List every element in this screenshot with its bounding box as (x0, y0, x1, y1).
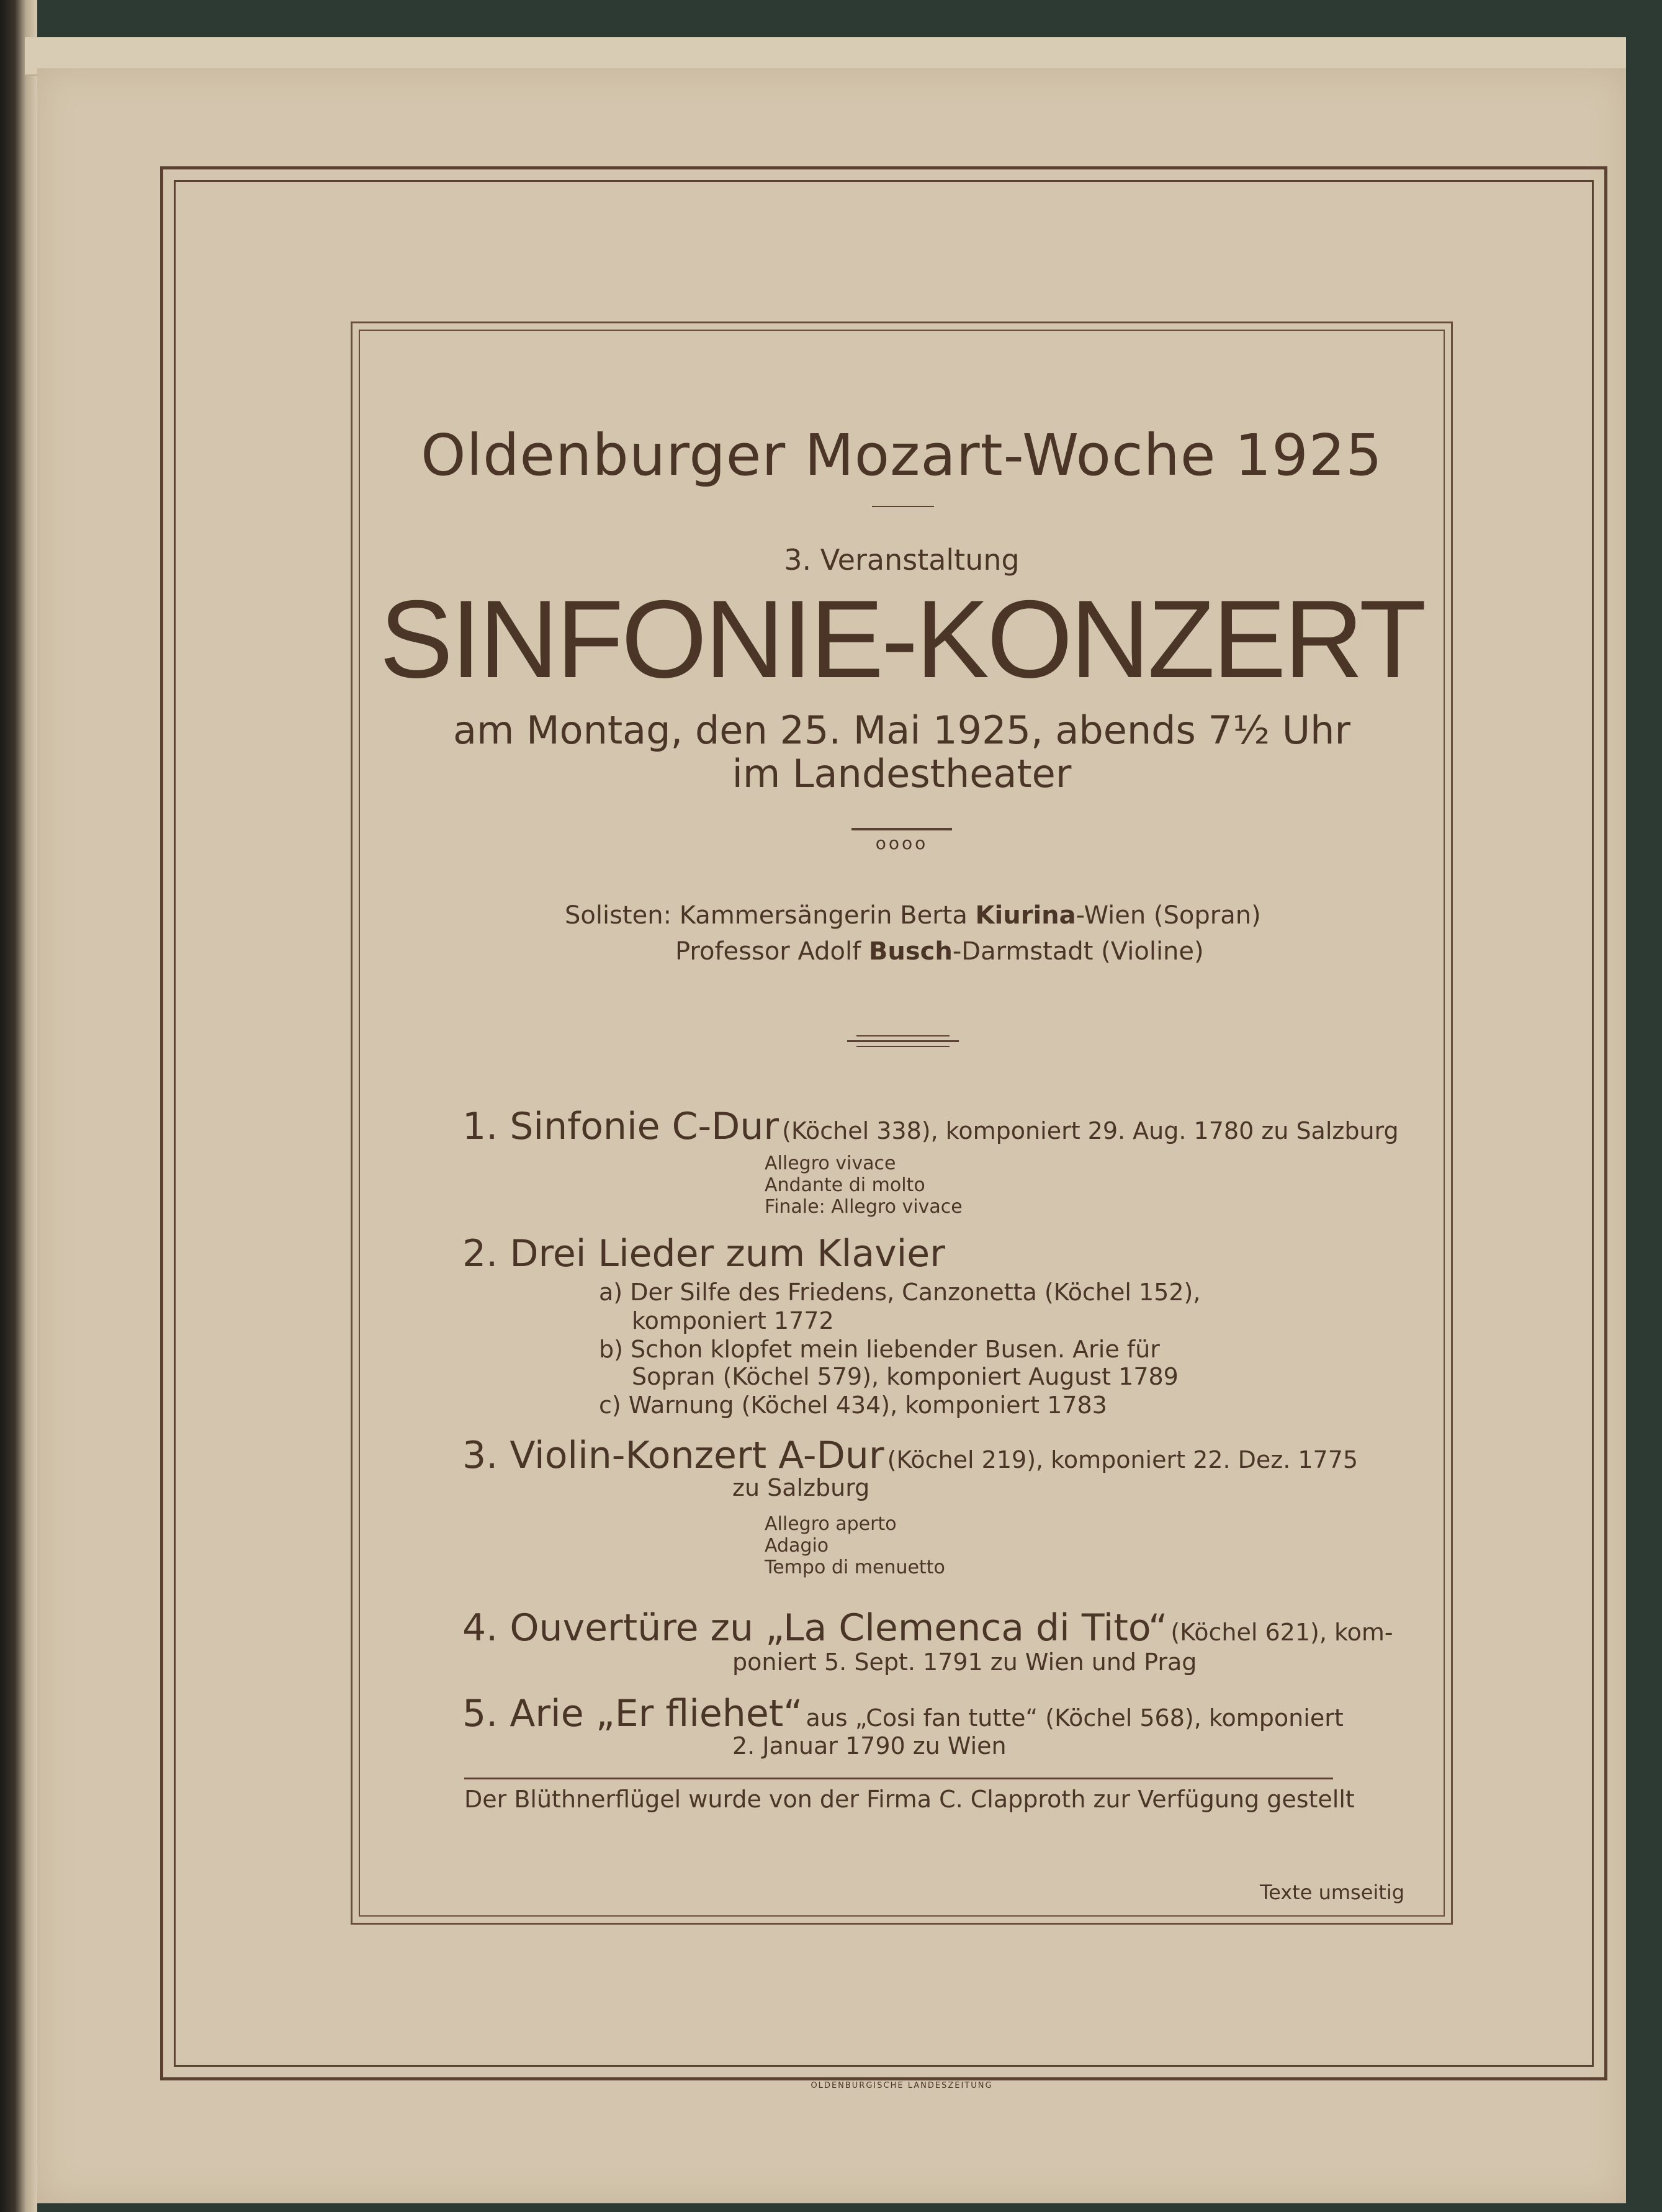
item1-title: 1. Sinfonie C-Dur (462, 1105, 779, 1148)
item2-song-b: b) Schon klopfet mein liebender Busen. Arie für (599, 1336, 1160, 1363)
book-binding-edge (0, 0, 37, 2212)
program-divider-top (856, 1035, 950, 1036)
item4-detail-line2: poniert 5. Sept. 1791 zu Wien und Prag (732, 1648, 1197, 1676)
ornament-circles: oooo (875, 833, 928, 853)
item2-song-a-line2: komponiert 1772 (632, 1307, 834, 1334)
soloist1-prefix: Kammersängerin Berta (679, 901, 976, 930)
program-divider-bottom (856, 1046, 950, 1047)
item3-detail-line2: zu Salzburg (732, 1474, 870, 1501)
item5-detail: aus „Cosi fan tutte“ (Köchel 568), komponiert (806, 1704, 1344, 1732)
item1-movement-1: Allegro vivace (765, 1153, 896, 1174)
event-number: 3. Veranstaltung (784, 543, 1020, 577)
soloist-line-2 (675, 937, 1204, 966)
program-item-4 (462, 1606, 1393, 1650)
piano-credit: Der Blüthnerflügel wurde von der Firma C. Clapproth zur Verfügung gestellt (464, 1786, 1355, 1813)
soloist1-suffix: -Wien (Sopran) (1076, 901, 1261, 930)
printer-imprint: OLDENBURGISCHE LANDESZEITUNG (811, 2081, 993, 2090)
footer-rule (464, 1778, 1333, 1779)
item3-detail: (Köchel 219), komponiert 22. Dez. 1775 (887, 1446, 1359, 1473)
soloist2-suffix: -Darmstadt (Violine) (952, 937, 1204, 966)
soloist-line-1 (565, 901, 1261, 930)
item2-song-c: c) Warnung (Köchel 434), komponiert 1783 (599, 1391, 1107, 1419)
soloists-label: Solisten: (565, 901, 672, 930)
program-item-1 (462, 1105, 1399, 1148)
item3-movement-3: Tempo di menuetto (765, 1557, 945, 1578)
festival-title: Oldenburger Mozart-Woche 1925 (421, 422, 1383, 488)
soloist2-name: Busch (868, 937, 953, 966)
program-item-3 (462, 1434, 1358, 1477)
item5-detail-line2: 2. Januar 1790 zu Wien (732, 1732, 1007, 1760)
item5-title: 5. Arie „Er fliehet“ (462, 1692, 803, 1735)
event-date: am Montag, den 25. Mai 1925, abends 7½ Uhr (453, 708, 1350, 753)
item2-song-b-line2: Sopran (Köchel 579), komponiert August 1789 (632, 1363, 1179, 1390)
ornament-rule (851, 828, 952, 830)
item4-detail: (Köchel 621), kom- (1170, 1619, 1393, 1646)
item1-movement-3: Finale: Allegro vivace (765, 1196, 963, 1218)
item3-title: 3. Violin-Konzert A-Dur (462, 1434, 884, 1477)
program-item-5 (462, 1692, 1344, 1735)
item3-movement-1: Allegro aperto (765, 1513, 897, 1535)
item1-movement-2: Andante di molto (765, 1174, 925, 1196)
event-type-heading: SINFONIE-KONZERT (379, 577, 1424, 701)
soloist2-prefix: Professor Adolf (675, 937, 869, 966)
texts-overleaf-note: Texte umseitig (1260, 1881, 1405, 1904)
item2-title: 2. Drei Lieder zum Klavier (462, 1232, 945, 1275)
title-divider (872, 506, 934, 507)
item4-title: 4. Ouvertüre zu „La Clemenca di Tito“ (462, 1606, 1168, 1650)
program-divider-mid (847, 1040, 959, 1042)
item3-movement-2: Adagio (765, 1535, 829, 1557)
soloist1-name: Kiurina (975, 901, 1076, 930)
item2-song-a: a) Der Silfe des Friedens, Canzonetta (Köchel 152), (599, 1279, 1201, 1306)
item1-detail: (Köchel 338), komponiert 29. Aug. 1780 zu Salzburg (782, 1117, 1399, 1144)
event-venue: im Landestheater (732, 751, 1072, 796)
